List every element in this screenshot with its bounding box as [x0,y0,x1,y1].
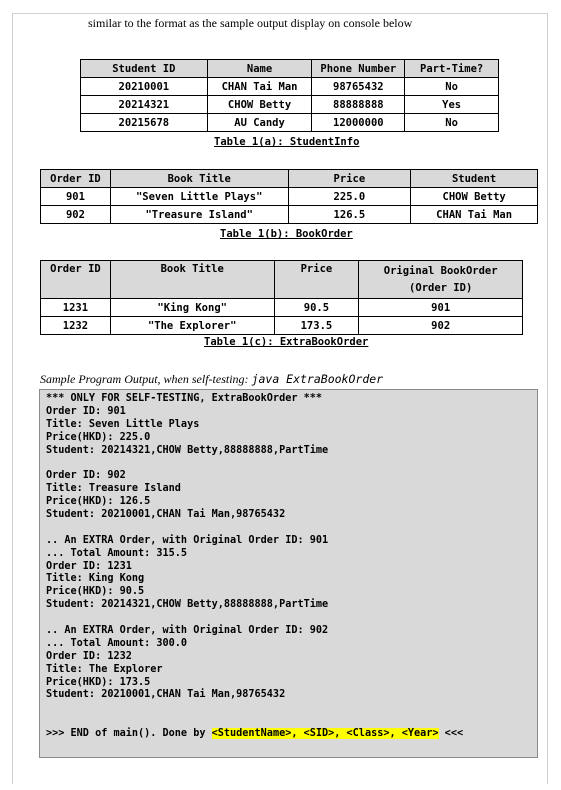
console-line: ... Total Amount: 300.0 [46,637,188,649]
table-cell: "Treasure Island" [110,206,288,224]
table-caption: Table 1(a): StudentInfo [214,136,360,148]
table-cell: 901 [359,299,523,317]
table-cell: 902 [41,206,111,224]
console-end-prefix: >>> END of main(). Done by [46,728,212,740]
table-row [41,317,523,335]
table-cell: CHAN Tai Man [207,78,312,96]
table-cell: CHAN Tai Man [411,206,538,224]
table-row [81,96,499,114]
console-line [46,457,537,470]
console-line: Order ID: 902 [46,470,126,482]
table-cell: 225.0 [288,188,411,206]
table-cell: 12000000 [312,114,405,132]
table-cell: No [405,114,499,132]
console-line: Title: King Kong [46,573,145,585]
column-header: Order ID [41,170,111,188]
table-cell: "The Explorer" [110,317,274,335]
console-line [46,715,537,728]
table-row [41,188,538,206]
table-cell: 126.5 [288,206,411,224]
table-cell: CHOW Betty [207,96,312,114]
console-line: *** ONLY FOR SELF-TESTING, ExtraBookOrder *** [46,393,323,404]
table-row [41,299,523,317]
console-line: Student: 20214321,CHOW Betty,88888888,PartTime [46,444,329,456]
console-line: Student: 20210001,CHAN Tai Man,98765432 [46,689,286,701]
table-cell: CHOW Betty [411,188,538,206]
column-header: Student [411,170,538,188]
book-order-table [40,169,538,224]
table-cell: 902 [359,317,523,335]
console-line: Title: Seven Little Plays [46,418,200,430]
table-cell: 98765432 [312,78,405,96]
extra-book-order-table [40,260,523,335]
console-lines [46,393,537,728]
table-cell: 20214321 [81,96,208,114]
table-cell: 88888888 [312,96,405,114]
table-header-row [41,170,538,188]
sample-output-label [40,372,383,387]
table-row [81,78,499,96]
table-cell: 901 [41,188,111,206]
student-info-table [80,59,499,132]
table-cell: 173.5 [274,317,359,335]
console-line [46,612,537,625]
column-header [359,261,523,299]
console-end-line [46,728,537,741]
console-line: .. An EXTRA Order, with Original Order ID: 902 [46,625,329,637]
console-line: Title: The Explorer [46,663,163,675]
table-header-row [41,261,523,299]
highlighted-placeholder: <StudentName>, <SID>, <Class>, <Year> [211,728,439,740]
console-line: Student: 20214321,CHOW Betty,88888888,PartTime [46,599,329,611]
table-caption: Table 1(c): ExtraBookOrder [204,336,369,348]
console-line: Order ID: 1231 [46,560,132,572]
column-header: Price [274,261,359,299]
table-row [81,114,499,132]
console-line: Order ID: 1232 [46,650,132,662]
console-line [46,702,537,715]
table-cell: AU Candy [207,114,312,132]
column-header: Book Title [110,170,288,188]
column-header: Phone Number [312,60,405,78]
console-output [39,389,538,758]
console-line: .. An EXTRA Order, with Original Order ID: 901 [46,534,329,546]
table-cell: 20210001 [81,78,208,96]
table-cell: 20215678 [81,114,208,132]
table-caption: Table 1(b): BookOrder [220,228,353,240]
column-header: Price [288,170,411,188]
column-header-line: (Order ID) [409,282,473,294]
column-header: Student ID [81,60,208,78]
intro-text: similar to the format as the sample output display on console below [88,16,413,30]
column-header: Part-Time? [405,60,499,78]
console-line: Title: Treasure Island [46,483,181,495]
console-line: ... Total Amount: 315.5 [46,547,188,559]
table-header-row [81,60,499,78]
table-row [41,206,538,224]
console-line [46,522,537,535]
column-header: Name [207,60,312,78]
table-cell: 90.5 [274,299,359,317]
table-cell: "King Kong" [110,299,274,317]
console-line: Order ID: 901 [46,405,126,417]
console-line: Student: 20210001,CHAN Tai Man,98765432 [46,509,286,521]
sample-output-label-text: Sample Program Output, when self-testing: [40,372,252,386]
table-cell: Yes [405,96,499,114]
console-line: Price(HKD): 126.5 [46,496,151,508]
table-cell: No [405,78,499,96]
console-line: Price(HKD): 173.5 [46,676,151,688]
console-line: Price(HKD): 90.5 [46,586,145,598]
column-header-line: Original BookOrder [383,265,498,277]
column-header: Book Title [110,261,274,299]
table-cell: 1232 [41,317,111,335]
table-cell: "Seven Little Plays" [110,188,288,206]
column-header: Order ID [41,261,111,299]
sample-output-command: java ExtraBookOrder [251,372,384,386]
table-cell: 1231 [41,299,111,317]
console-line: Price(HKD): 225.0 [46,431,151,443]
console-end-suffix: <<< [438,728,464,740]
